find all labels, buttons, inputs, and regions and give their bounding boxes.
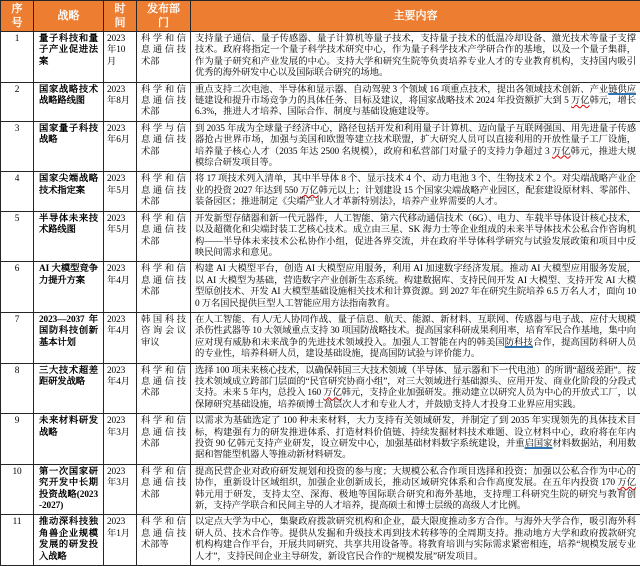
strategy-name-cell: AI 大模型竞争力提升方案 bbox=[34, 262, 104, 313]
publish-time-cell: 2023年1月 bbox=[104, 515, 137, 566]
content-text: 韩元以上；计划建设 15 个国家尖端战略产业园区，配套建设原材料、零部件、装备园区；推进制定《尖端产业人才革新特别法》，培养产业界需要的人才。 bbox=[195, 186, 636, 207]
table-row bbox=[1, 464, 640, 515]
content-text: 在人工智能、有人/无人协同作战、量子信息、航天、能源、新材料、互联网、传感器与电子战、应付大规模杀伤性武器等 10 大领域重点支持 30 项国防战略技术。提高国家科研成果利用率，培育军民合作基地，集中向应对现有威胁和未来战争的先进技术领域投入。加强人工智能在内的韩美国 bbox=[195, 315, 636, 348]
spellcheck-underline-text: 万亿 bbox=[617, 478, 636, 488]
content-text: 支持量子通信、量子传感器、量子计算机等量子技术，支持量子技术的低温冷却设备、激光技术等量子支撑技术。政府将指定一个量子科学技术研究中心，作为量子科学技术产学研合作的基地，以及一个量子集群，作为量子研究和产业发展的中心。支持大学和研究生院等负责培养专业人才的专业教育机构，支持国内吸引优秀的海外研发中心以及国际联合研究的场地。 bbox=[195, 34, 636, 78]
table-row bbox=[1, 172, 640, 211]
table-row bbox=[1, 211, 640, 262]
main-content-cell bbox=[191, 32, 640, 83]
row-number-cell: 10 bbox=[1, 464, 34, 515]
table-row bbox=[1, 515, 640, 566]
publish-time-cell: 2023年10月 bbox=[104, 32, 137, 83]
content-text: 以定点大学为中心，集聚政府拨款研究机构和企业，最大限度推动多方合作。与海外大学合作，吸引海外科研人员、技术合作等。提供从发掘和升级技术再到技术转移等的全周期支持。推动地方大学和政府拨款研究机构构建合作平台，开展共同研究、共享共用设备等。将教育培训与实际需求紧密相连，培养“规模发展专业人才”，支持民间企业主导研发，新设官民合作的“规模发展”研发项目。 bbox=[195, 517, 636, 561]
row-number-cell: 8 bbox=[1, 363, 34, 414]
row-number-cell: 1 bbox=[1, 32, 34, 83]
row-number-cell: 2 bbox=[1, 82, 34, 121]
content-text: 链建设和提升市场竞争力的具体任务、目标及建议，将国家战略技术 2024 年投资额扩大到 5 bbox=[195, 96, 571, 106]
content-text: 合作，提高国防科研人员的专业性，培养科研人员，建设基础设施，提高国防试验与评价能力。 bbox=[195, 338, 636, 359]
table-row bbox=[1, 312, 640, 363]
column-header-no: 序号 bbox=[1, 1, 34, 32]
content-text: 韩元，增长 6.3%，推进人才培养、国际合作、制度与基础设施建设等。 bbox=[195, 96, 636, 117]
strategy-name-cell: 半导体未来技术路线图 bbox=[34, 211, 104, 262]
publish-time-cell: 2023年4月 bbox=[104, 312, 137, 363]
strategy-name-cell: 国家量子科技战略 bbox=[34, 121, 104, 172]
spellcheck-underline-text: 万亿 bbox=[571, 96, 590, 106]
grammar-underline-text: 启国家 bbox=[525, 439, 553, 449]
main-content-cell bbox=[191, 82, 640, 121]
grammar-underline-text: 链供应 bbox=[608, 85, 636, 95]
publish-dept-cell: 韩国科技咨询会议审议 bbox=[137, 312, 191, 363]
column-header-time: 时间 bbox=[104, 1, 137, 32]
row-number-cell: 6 bbox=[1, 262, 34, 313]
publish-dept-cell: 科学和信息通信技术部 bbox=[137, 32, 191, 83]
strategy-name-cell: 量子科技和量子产业促进法案 bbox=[34, 32, 104, 83]
table-row bbox=[1, 262, 640, 313]
content-text: 到 2035 年成为全球量子经济中心，路径包括开发和利用量子计算机、迈向量子互联网强国、用先进量子传感器抢占世界市场，加强与美国和欧盟等建立技术联盟，扩大研究人员可以直接利用的开放性量子工厂设施，培养量子核心人才（2035 年达 2500 名规模），政府和私营部门对量子的支持力争超过 3 bbox=[195, 124, 636, 157]
main-content-cell bbox=[191, 172, 640, 211]
main-content-cell bbox=[191, 121, 640, 172]
publish-dept-cell: 科学和信息通信技术部 bbox=[137, 464, 191, 515]
table-row bbox=[1, 121, 640, 172]
table-body bbox=[1, 32, 640, 566]
strategy-name-cell: 国家战略技术战略路线图 bbox=[34, 82, 104, 121]
row-number-cell: 7 bbox=[1, 312, 34, 363]
publish-dept-cell: 科学和信息通信技术部 bbox=[137, 262, 191, 313]
publish-time-cell: 2023年3月 bbox=[104, 414, 137, 465]
publish-dept-cell: 科学和信息通信技术部 bbox=[137, 363, 191, 414]
row-number-cell: 5 bbox=[1, 211, 34, 262]
row-number-cell: 3 bbox=[1, 121, 34, 172]
main-content-cell bbox=[191, 414, 640, 465]
content-text: 韩元，支持企业加强研发。推动建立以研究人员为中心的开放式工厂，以保障研究基础设施，培养硕博士高层次人才和专业人才，并鼓励支持人才投身工业界应用实践。 bbox=[195, 388, 636, 409]
publish-time-cell: 2023年3月 bbox=[104, 464, 137, 515]
publish-time-cell: 2023年6月 bbox=[104, 121, 137, 172]
table-header bbox=[1, 1, 640, 32]
content-text: 提高民营企业对政府研发规划和投资的参与度；大规模公私合作项目选择和投资；加强以公私合作为中心的协作，重新设计区域组织，加强企业创新成长，推动区域研究体系和合作高度发展。在五年内投资 170 bbox=[195, 467, 636, 488]
table-row bbox=[1, 363, 640, 414]
column-header-dept: 发布部门 bbox=[137, 1, 191, 32]
main-content-cell bbox=[191, 312, 640, 363]
publish-time-cell: 2023年4月 bbox=[104, 363, 137, 414]
content-text: 将 17 项技术列入清单，其中半导体 8 个、显示技术 4 个、动力电池 3 个、生物技术 2 个。对尖端战略产业企业的投资 2027 年达到 550 bbox=[195, 174, 636, 195]
content-text: 选择 100 项未来核心技术，以确保韩国三大技术领域（半导体、显示器和下一代电池）的所谓“超级差距”。按技术领域成立跨部门层面的“民官研究协商小组”，对三大领域进行基础源头、应用开发、商业化阶段的分段式支持。未来 5 年内，总投入 160 bbox=[195, 366, 636, 399]
publish-dept-cell: 科学和信息通信技术部 bbox=[137, 82, 191, 121]
content-text: 韩元，推进大规模综合研发项目等。 bbox=[195, 147, 636, 168]
publish-time-cell: 2023年5月 bbox=[104, 172, 137, 211]
main-content-cell bbox=[191, 515, 640, 566]
main-content-cell bbox=[191, 211, 640, 262]
strategy-name-cell: 第一次国家研究开发中长期投资战略(2023-2027) bbox=[34, 464, 104, 515]
publish-time-cell: 2023年8月 bbox=[104, 82, 137, 121]
spellcheck-underline-text: 万亿 bbox=[323, 388, 341, 398]
table-row bbox=[1, 414, 640, 465]
publish-dept-cell: 科学和信息通信技术部等 bbox=[137, 515, 191, 566]
publish-dept-cell: 科学和信息通信技术部 bbox=[137, 172, 191, 211]
row-number-cell: 4 bbox=[1, 172, 34, 211]
strategy-name-cell: 2023—2037 年国防科技创新基本计划 bbox=[34, 312, 104, 363]
publish-dept-cell: 科学和信息通信技术部 bbox=[137, 414, 191, 465]
main-content-cell bbox=[191, 363, 640, 414]
row-number-cell: 9 bbox=[1, 414, 34, 465]
strategy-name-cell: 国家尖端战略技术指定案 bbox=[34, 172, 104, 211]
strategy-name-cell: 未来材料研发战略 bbox=[34, 414, 104, 465]
content-text: 材料数据站，利用数据和智能型机器人等推动新材料研发。 bbox=[195, 439, 636, 460]
content-text: 以需求为基础选定了 100 种未来材料，大力支持有关领域研发，并制定了到 2035 年实现领先的具体技术目标，构建强有力的研发推进体系、打造材料价值链、持续发掘材料技术难题、设立材料中心，政府将在年内投资 90 亿韩元支持产业研发，设立研发中心，加强基础材料数字系统建设，并重 bbox=[195, 416, 636, 449]
strategy-name-cell: 推动深科技独角兽企业规模发展的研发投入战略 bbox=[34, 515, 104, 566]
grammar-underline-text: 防科技 bbox=[505, 338, 533, 348]
table-row bbox=[1, 82, 640, 121]
main-content-cell bbox=[191, 262, 640, 313]
content-text: 开发新型存储器和新一代元器件，人工智能、第六代移动通信技术（6G）、电力、车载半导体设计核心技术，以及超微化和尖端封装工艺核心技术。成立由三星、SK 海力士等企业组成的未来半导体技术公私合作咨询机构——半导体未来技术公私协作小组，促进各界交流，并在政府半导体科学研究与试验发展政策和项目中反映民间需求和意见。 bbox=[195, 214, 636, 258]
column-header-strategy: 战略 bbox=[34, 1, 104, 32]
publish-time-cell: 2023年5月 bbox=[104, 211, 137, 262]
spellcheck-underline-text: 万亿 bbox=[552, 147, 571, 157]
content-text: 构建 AI 大模型平台，创造 AI 大模型应用服务，利用 AI 加速数字经济发展。推动 AI 大模型应用服务发展，以 AI 大模型为基础，营造数字产业创新生态系统。构建数据库、支持民间开发 AI 大模型、支持开发 AI 大模型原创技术、开发 AI 大模型基础设施相关技术和计算资源。到 2027 年在研究生院培养 6.5 万名人才，面向 100 万名国民提供巨型人工智能应用方法指南教育。 bbox=[195, 264, 636, 308]
publish-dept-cell: 科学和信息通信技术部 bbox=[137, 211, 191, 262]
content-text: 重点支持二次电池、半导体和显示器、自动驾驶 3 个领域 16 项重点技术，提出各领域技术创新、产业 bbox=[195, 85, 608, 95]
strategy-name-cell: 三大技术超差距研发战略 bbox=[34, 363, 104, 414]
column-header-content: 主要内容 bbox=[191, 1, 640, 32]
content-text: 韩元用于研发，支持太空、深海、极地等国际联合研究和海外基地，支持理工科研究生院的研究与教育创新，支持产学联合和民间主导的人才培养，提高硕士和博士层级的高级人才比例。 bbox=[195, 490, 636, 511]
spellcheck-underline-text: 万亿 bbox=[300, 186, 318, 196]
publish-time-cell: 2023年4月 bbox=[104, 262, 137, 313]
publish-dept-cell: 科学与信息通信技术部 bbox=[137, 121, 191, 172]
table-row bbox=[1, 32, 640, 83]
main-content-cell bbox=[191, 464, 640, 515]
row-number-cell: 11 bbox=[1, 515, 34, 566]
